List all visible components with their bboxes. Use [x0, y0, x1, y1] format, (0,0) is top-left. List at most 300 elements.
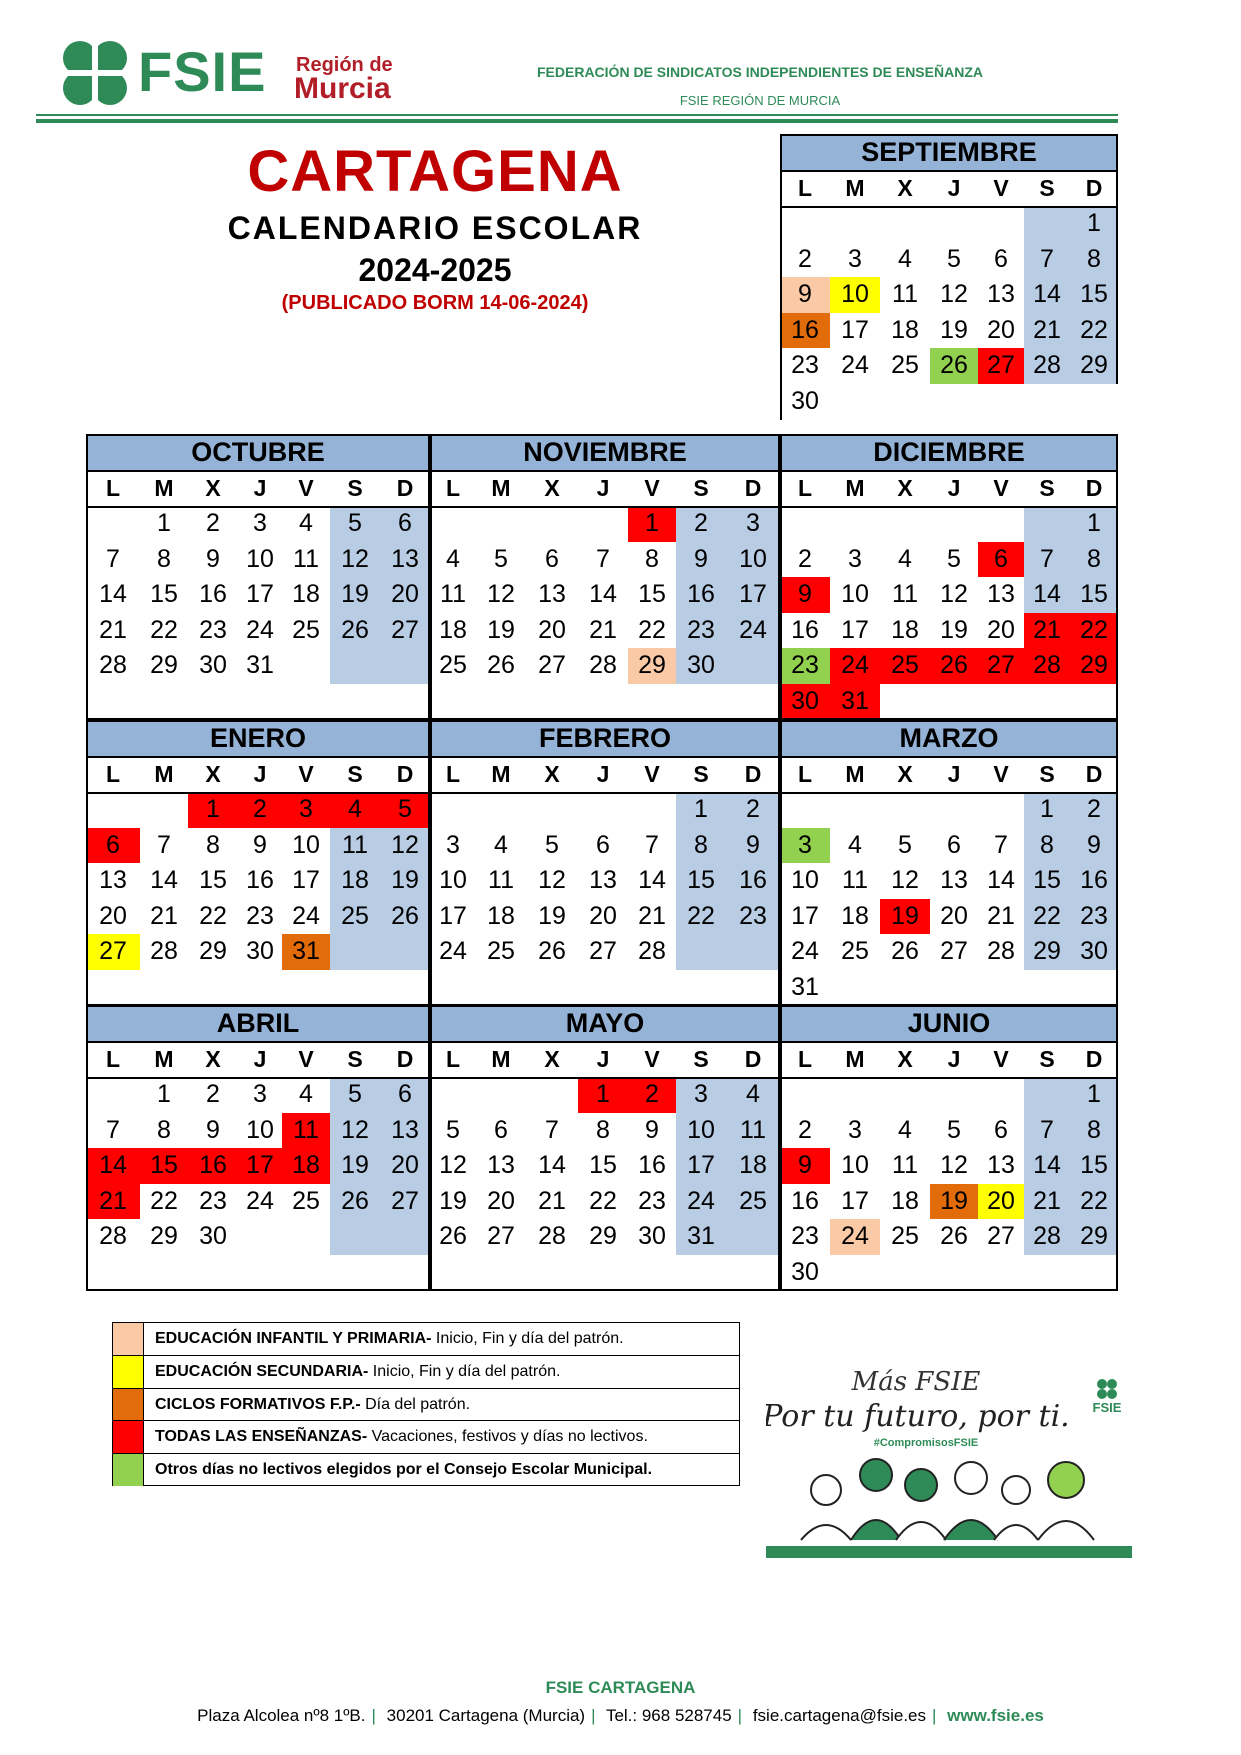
day-cell: 2: [206, 1080, 220, 1108]
day-cell: 15: [140, 1148, 188, 1184]
logo-text: FSIE: [138, 40, 267, 103]
day-cell: 21: [99, 615, 127, 644]
weekday-header: D: [1085, 1046, 1103, 1072]
grid-line: [430, 756, 780, 758]
day-cell: 24: [739, 615, 767, 644]
weekday-header: V: [644, 475, 660, 501]
day-cell: 25: [439, 651, 467, 680]
day-cell: 27: [589, 937, 617, 966]
day-cell: 2: [694, 509, 708, 537]
promo-badge: FSIE: [1092, 1400, 1122, 1415]
day-cell: 14: [1033, 280, 1061, 309]
grid-line: [86, 720, 430, 722]
day-cell: 20: [940, 901, 968, 930]
day-cell: 16: [1080, 866, 1108, 895]
weekday-header: D: [396, 1046, 414, 1072]
weekday-header: L: [797, 475, 813, 501]
weekday-header: V: [298, 761, 314, 787]
day-cell: 27: [940, 937, 968, 966]
day-cell: 30: [780, 684, 830, 720]
footer-phone: Tel.: 968 528745: [605, 1706, 732, 1725]
grid-line: [86, 434, 430, 436]
day-cell: 26: [930, 648, 978, 684]
school-year: 2024-2025: [358, 252, 512, 288]
day-cell: 14: [638, 866, 666, 895]
day-cell: 27: [538, 651, 566, 680]
day-cell: 3: [446, 830, 460, 859]
day-cell: 30: [199, 651, 227, 680]
weekday-header: M: [154, 475, 174, 501]
day-cell: 2: [798, 544, 812, 573]
weekday-header: X: [205, 761, 221, 787]
day-cell: 7: [1040, 244, 1054, 273]
day-cell: 7: [1040, 1115, 1054, 1144]
day-cell: 14: [150, 866, 178, 895]
month-noviembre: [430, 434, 780, 720]
day-cell: 4: [898, 1115, 912, 1144]
day-cell: 4: [330, 792, 380, 828]
day-cell: 27: [987, 1222, 1015, 1251]
promo-bar: [766, 1546, 1132, 1558]
day-cell: 25: [880, 648, 930, 684]
day-cell: 11: [892, 580, 918, 609]
day-cell: 17: [439, 901, 467, 930]
day-cell: 8: [1087, 244, 1101, 273]
day-cell: 5: [380, 792, 430, 828]
day-cell: 18: [439, 615, 467, 644]
legend-bold: TODAS LAS ENSEÑANZAS-: [155, 1428, 368, 1446]
day-cell: 11: [892, 280, 918, 309]
day-cell: 18: [891, 1186, 919, 1215]
day-cell: 16: [246, 866, 274, 895]
day-cell: 20: [987, 315, 1015, 344]
grid-line: [780, 720, 782, 1006]
day-cell: 31: [791, 973, 819, 1001]
day-cell: 18: [841, 901, 869, 930]
grid-line: [86, 1041, 430, 1043]
day-cell: 7: [1040, 544, 1054, 573]
day-cell: 24: [841, 351, 869, 380]
day-cell: 19: [341, 580, 369, 609]
weekday-header: V: [298, 475, 314, 501]
day-cell: 26: [439, 1222, 467, 1251]
day-cell: 21: [638, 901, 666, 930]
day-cell: 12: [538, 866, 566, 895]
weekday-header: V: [993, 175, 1009, 201]
weekday-header: X: [897, 475, 913, 501]
month-title: MAYO: [430, 1005, 780, 1041]
legend-bold: Otros días no lectivos elegidos por el Consejo Escolar Municipal.: [155, 1460, 653, 1478]
day-cell: 3: [253, 509, 267, 537]
day-cell: 18: [341, 866, 369, 895]
day-cell: 6: [86, 828, 140, 864]
weekday-header: D: [396, 761, 414, 787]
grid-line: [780, 434, 782, 720]
grid-line: [780, 792, 1118, 794]
promo-line2: Por tu futuro, por ti.: [766, 1399, 1070, 1434]
day-cell: 2: [238, 792, 282, 828]
grid-line: [430, 792, 780, 794]
day-cell: 21: [1033, 315, 1061, 344]
day-cell: 6: [398, 1080, 412, 1108]
footer-email[interactable]: fsie.cartagena@fsie.es: [752, 1706, 927, 1725]
day-cell: 11: [342, 830, 368, 859]
day-cell: 8: [206, 830, 220, 859]
day-cell: 11: [842, 866, 868, 895]
day-cell: 10: [246, 544, 274, 573]
day-cell: 22: [1033, 901, 1061, 930]
day-cell: 15: [1080, 1151, 1108, 1180]
weekday-header: J: [947, 1046, 961, 1072]
day-cell: 25: [891, 1222, 919, 1251]
day-cell: 25: [891, 351, 919, 380]
day-cell: 9: [746, 830, 760, 859]
weekday-header: S: [347, 475, 363, 501]
weekday-header: D: [396, 475, 414, 501]
grid-line: [86, 756, 430, 758]
day-cell: 21: [1033, 1186, 1061, 1215]
day-cell: 4: [848, 830, 862, 859]
weekday-header: J: [596, 475, 610, 501]
day-cell: 11: [488, 866, 514, 895]
day-cell: 25: [292, 1186, 320, 1215]
grid-line: [86, 506, 430, 508]
day-cell: 9: [206, 1115, 220, 1144]
grid-line: [86, 792, 430, 794]
day-cell: 29: [1080, 351, 1108, 380]
day-cell: 23: [739, 901, 767, 930]
logo-region-line1: Región de: [296, 54, 393, 76]
weekday-header: S: [1039, 1046, 1055, 1072]
day-cell: 15: [1080, 580, 1108, 609]
grid-line: [780, 206, 1118, 208]
day-cell: 17: [841, 615, 869, 644]
day-cell: 21: [150, 901, 178, 930]
day-cell: 24: [830, 1219, 880, 1255]
day-cell: 4: [898, 544, 912, 573]
month-octubre: [86, 434, 430, 720]
day-cell: 14: [589, 580, 617, 609]
clover-logo-icon: [58, 38, 132, 108]
day-cell: 28: [589, 651, 617, 680]
day-cell: 30: [791, 387, 819, 415]
day-cell: 19: [439, 1186, 467, 1215]
footer-contact: Plaza Alcolea nº8 1ºB. | 30201 Cartagena (Murcia) | Tel.: 968 528745 | fsie.cartagena@fsie.es | www.fsie.es: [197, 1706, 1044, 1725]
promo-illustration: [766, 1360, 1132, 1560]
day-cell: 28: [1033, 1222, 1061, 1251]
day-cell: 10: [246, 1115, 274, 1144]
day-cell: 7: [157, 830, 171, 859]
day-cell: 3: [848, 544, 862, 573]
day-cell: 11: [740, 1115, 766, 1144]
day-cell: 12: [891, 866, 919, 895]
day-cell: 23: [246, 901, 274, 930]
day-cell: 19: [538, 901, 566, 930]
day-cell: 3: [253, 1080, 267, 1108]
day-cell: 8: [645, 544, 659, 573]
day-cell: 2: [746, 795, 760, 823]
weekday-header: S: [347, 1046, 363, 1072]
day-cell: 7: [645, 830, 659, 859]
grid-line: [780, 1005, 1118, 1007]
legend: [112, 1322, 740, 1486]
fsie-logo: [58, 38, 418, 108]
day-cell: 5: [947, 544, 961, 573]
day-cell: 6: [978, 542, 1024, 578]
day-cell: 9: [780, 1148, 830, 1184]
day-cell: 5: [947, 244, 961, 273]
weekday-header: J: [253, 761, 267, 787]
weekday-header: L: [105, 761, 121, 787]
weekday-header: X: [897, 175, 913, 201]
day-cell: 12: [341, 544, 369, 573]
weekday-header: D: [744, 761, 762, 787]
day-cell: 19: [880, 899, 930, 935]
day-cell: 4: [299, 1080, 313, 1108]
weekday-header: D: [1085, 175, 1103, 201]
day-cell: 22: [687, 901, 715, 930]
day-cell: 7: [545, 1115, 559, 1144]
day-cell: 29: [150, 651, 178, 680]
day-cell: 15: [199, 866, 227, 895]
day-cell: 12: [940, 280, 968, 309]
day-cell: 12: [391, 830, 419, 859]
legend-bold: CICLOS FORMATIVOS F.P.-: [155, 1395, 361, 1413]
day-cell: 9: [206, 544, 220, 573]
publication-note: (PUBLICADO BORM 14-06-2024): [281, 292, 589, 314]
legend-text: [155, 1389, 470, 1421]
day-cell: 28: [99, 1222, 127, 1251]
day-cell: 17: [739, 580, 767, 609]
day-cell: 2: [628, 1077, 676, 1113]
grid-line: [430, 1289, 780, 1291]
weekday-header: J: [947, 475, 961, 501]
day-cell: 5: [545, 830, 559, 859]
day-cell: 30: [687, 651, 715, 680]
day-cell: 30: [638, 1222, 666, 1251]
day-cell: 1: [694, 795, 708, 823]
badge-clover-icon: [1097, 1379, 1117, 1399]
legend-text: [155, 1454, 652, 1486]
day-cell: 22: [589, 1186, 617, 1215]
day-cell: 22: [1070, 613, 1118, 649]
weekday-header: S: [1039, 475, 1055, 501]
weekday-header: S: [1039, 761, 1055, 787]
header-rule-bottom: [36, 119, 1118, 123]
logo-region-line2: Murcia: [294, 72, 391, 105]
day-cell: 23: [791, 1222, 819, 1251]
day-cell: 10: [830, 277, 880, 313]
month-title: SEPTIEMBRE: [780, 134, 1118, 170]
day-cell: 31: [687, 1222, 715, 1251]
weekday-header: M: [845, 1046, 865, 1072]
day-cell: 17: [246, 580, 274, 609]
weekday-header: X: [205, 1046, 221, 1072]
grid-line: [780, 434, 1118, 436]
day-cell: 26: [487, 651, 515, 680]
day-cell: 14: [538, 1151, 566, 1180]
weekday-header: J: [596, 761, 610, 787]
day-cell: 21: [589, 615, 617, 644]
day-cell: 26: [930, 348, 978, 384]
grid-line: [430, 1041, 780, 1043]
day-cell: 30: [791, 1258, 819, 1286]
day-cell: 28: [99, 651, 127, 680]
federation-name: FEDERACIÓN DE SINDICATOS INDEPENDIENTES DE ENSEÑANZA: [537, 64, 983, 80]
grid-line: [86, 1077, 430, 1079]
day-cell: 25: [487, 937, 515, 966]
day-cell: 28: [538, 1222, 566, 1251]
day-cell: 29: [1080, 1222, 1108, 1251]
grid-line: [430, 470, 780, 472]
day-cell: 20: [589, 901, 617, 930]
grid-line: [780, 1005, 782, 1291]
day-cell: 1: [157, 509, 171, 537]
day-cell: 16: [687, 580, 715, 609]
grid-line: [780, 720, 1118, 722]
day-cell: 5: [348, 1080, 362, 1108]
grid-line: [86, 1005, 430, 1007]
day-cell: 10: [739, 544, 767, 573]
day-cell: 21: [987, 901, 1015, 930]
legend-swatch: [113, 1323, 144, 1355]
day-cell: 24: [439, 937, 467, 966]
weekday-header: X: [544, 475, 560, 501]
day-cell: 23: [638, 1186, 666, 1215]
day-cell: 12: [940, 1151, 968, 1180]
weekday-header: L: [797, 1046, 813, 1072]
day-cell: 9: [1087, 830, 1101, 859]
weekday-header: M: [491, 475, 511, 501]
day-cell: 9: [694, 544, 708, 573]
day-cell: 16: [739, 866, 767, 895]
grid-line: [430, 720, 780, 722]
day-cell: 7: [994, 830, 1008, 859]
day-cell: 6: [947, 830, 961, 859]
day-cell: 26: [891, 937, 919, 966]
day-cell: 22: [638, 615, 666, 644]
day-cell: 25: [739, 1186, 767, 1215]
weekday-header: J: [947, 761, 961, 787]
federation-subtitle: FSIE REGIÓN DE MURCIA: [679, 93, 841, 108]
day-cell: 22: [150, 615, 178, 644]
grid-line: [1116, 134, 1118, 384]
month-febrero: [430, 720, 780, 1006]
day-cell: 28: [638, 937, 666, 966]
day-cell: 11: [440, 580, 466, 609]
day-cell: 12: [341, 1115, 369, 1144]
weekday-header: X: [544, 761, 560, 787]
day-cell: 27: [978, 648, 1024, 684]
day-cell: 15: [150, 580, 178, 609]
weekday-header: D: [744, 1046, 762, 1072]
day-cell: 13: [589, 866, 617, 895]
weekday-header: M: [845, 175, 865, 201]
day-cell: 12: [940, 580, 968, 609]
day-cell: 24: [246, 1186, 274, 1215]
day-cell: 18: [891, 615, 919, 644]
day-cell: 14: [86, 1148, 140, 1184]
legend-swatch: [113, 1356, 144, 1388]
month-title: JUNIO: [780, 1005, 1118, 1041]
day-cell: 9: [253, 830, 267, 859]
day-cell: 23: [199, 615, 227, 644]
legend-row: [113, 1355, 739, 1388]
day-cell: 30: [1080, 937, 1108, 966]
day-cell: 9: [780, 577, 830, 613]
day-cell: 5: [446, 1115, 460, 1144]
header-rule-top: [36, 114, 1118, 116]
day-cell: 19: [930, 1184, 978, 1220]
day-cell: 20: [978, 1184, 1024, 1220]
day-cell: 2: [206, 509, 220, 537]
day-cell: 13: [99, 866, 127, 895]
day-cell: 6: [994, 1115, 1008, 1144]
day-cell: 25: [341, 901, 369, 930]
day-cell: 13: [487, 1151, 515, 1180]
weekday-header: L: [797, 175, 813, 201]
month-diciembre: [780, 434, 1118, 720]
day-cell: 5: [494, 544, 508, 573]
people-icon: [801, 1459, 1094, 1540]
day-cell: 24: [830, 648, 880, 684]
day-cell: 14: [99, 580, 127, 609]
grid-line: [86, 470, 430, 472]
day-cell: 31: [282, 934, 330, 970]
day-cell: 2: [1087, 795, 1101, 823]
day-cell: 22: [1080, 315, 1108, 344]
legend-text: [155, 1323, 624, 1355]
weekday-header: J: [253, 475, 267, 501]
day-cell: 1: [1087, 509, 1101, 537]
month-title: NOVIEMBRE: [430, 434, 780, 470]
day-cell: 18: [739, 1151, 767, 1180]
day-cell: 19: [341, 1151, 369, 1180]
day-cell: 4: [299, 509, 313, 537]
day-cell: 30: [199, 1222, 227, 1251]
legend-bold: EDUCACIÓN INFANTIL Y PRIMARIA-: [155, 1330, 432, 1347]
day-cell: 1: [1040, 795, 1054, 823]
footer-website[interactable]: www.fsie.es: [947, 1706, 1044, 1725]
day-cell: 11: [892, 1151, 918, 1180]
day-cell: 12: [487, 580, 515, 609]
day-cell: 2: [798, 1115, 812, 1144]
month-abril: [86, 1005, 430, 1291]
day-cell: 3: [848, 244, 862, 273]
day-cell: 8: [1087, 1115, 1101, 1144]
day-cell: 31: [246, 651, 274, 680]
day-cell: 1: [188, 792, 238, 828]
grid-line: [1116, 720, 1118, 1006]
calendar-title: CALENDARIO ESCOLAR: [227, 210, 643, 246]
day-cell: 13: [987, 280, 1015, 309]
footer-title: FSIE CARTAGENA: [545, 1678, 696, 1697]
month-title: ABRIL: [86, 1005, 430, 1041]
day-cell: 26: [940, 1222, 968, 1251]
grid-line: [430, 1077, 780, 1079]
weekday-header: M: [491, 1046, 511, 1072]
day-cell: 20: [391, 1151, 419, 1180]
day-cell: 9: [780, 277, 830, 313]
weekday-header: J: [596, 1046, 610, 1072]
legend-row: [113, 1420, 739, 1453]
day-cell: 10: [841, 1151, 869, 1180]
day-cell: 10: [292, 830, 320, 859]
promo-line1: Más FSIE: [851, 1367, 981, 1397]
grid-line: [430, 1005, 780, 1007]
day-cell: 29: [150, 1222, 178, 1251]
day-cell: 30: [246, 937, 274, 966]
